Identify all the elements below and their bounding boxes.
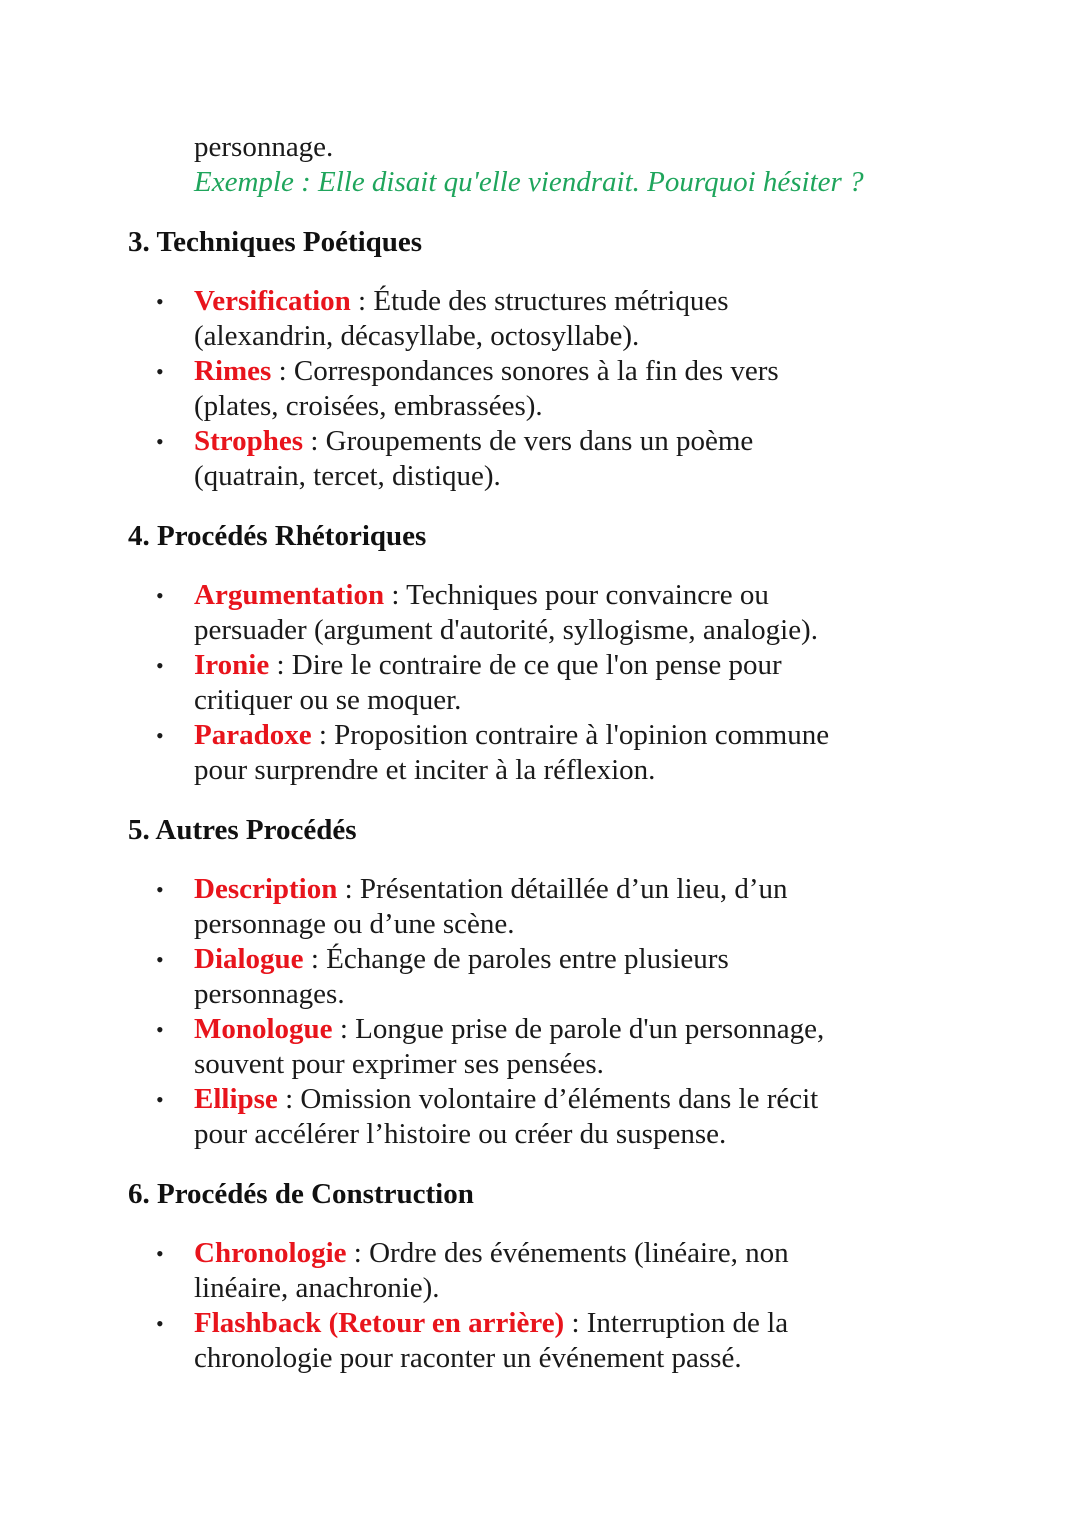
item-term: Description <box>194 873 338 905</box>
bullet-icon: • <box>156 1241 164 1266</box>
item-first-line <box>194 1012 1028 1047</box>
item-description: : Proposition contraire à l'opinion commune <box>311 719 830 751</box>
item-first-line <box>194 354 1028 389</box>
sections <box>128 225 1028 1376</box>
item-first-line <box>194 942 1028 977</box>
example-text: Exemple : Elle disait qu'elle viendrait. Pourquoi hésiter ? <box>194 166 864 198</box>
item-first-line <box>194 1306 1028 1341</box>
item-description-line: (alexandrin, décasyllabe, octosyllabe). <box>194 320 640 352</box>
item-description-line: personnages. <box>194 978 345 1010</box>
item-description-line: (plates, croisées, embrassées). <box>194 390 543 422</box>
list-item <box>128 578 1028 648</box>
item-description: : Présentation détaillée d’un lieu, d’un <box>337 873 788 905</box>
item-first-line <box>194 718 1028 753</box>
bullet-icon: • <box>156 1017 164 1042</box>
item-description-line: pour surprendre et inciter à la réflexion. <box>194 754 656 786</box>
bullet-icon: • <box>156 1087 164 1112</box>
bullet-icon: • <box>156 289 164 314</box>
item-description-line: linéaire, anachronie). <box>194 1272 440 1304</box>
bullet-icon: • <box>156 877 164 902</box>
item-description-line: souvent pour exprimer ses pensées. <box>194 1048 604 1080</box>
item-description: : Ordre des événements (linéaire, non <box>346 1237 789 1269</box>
bullet-icon: • <box>156 947 164 972</box>
list-item <box>128 1082 1028 1152</box>
item-term: Dialogue <box>194 943 304 975</box>
item-term: Rimes <box>194 355 272 387</box>
item-term: Versification <box>194 285 351 317</box>
item-description: : Groupements de vers dans un poème <box>303 425 754 457</box>
section-heading: 5. Autres Procédés <box>128 814 357 846</box>
item-description-line: (quatrain, tercet, distique). <box>194 460 501 492</box>
bullet-list <box>128 578 1028 788</box>
item-term: Flashback (Retour en arrière) <box>194 1307 565 1339</box>
bullet-list <box>128 872 1028 1152</box>
list-item <box>128 424 1028 494</box>
item-first-line <box>194 424 1028 459</box>
item-first-line <box>194 284 1028 319</box>
bullet-icon: • <box>156 1311 164 1336</box>
item-description: : Techniques pour convaincre ou <box>384 579 769 611</box>
item-term: Chronologie <box>194 1237 347 1269</box>
item-description-line: critiquer ou se moquer. <box>194 684 462 716</box>
item-description: : Correspondances sonores à la fin des vers <box>271 355 779 387</box>
section-heading: 6. Procédés de Construction <box>128 1178 474 1210</box>
section-heading: 4. Procédés Rhétoriques <box>128 520 427 552</box>
item-description: : Étude des structures métriques <box>350 285 729 317</box>
bullet-icon: • <box>156 429 164 454</box>
list-item <box>128 648 1028 718</box>
item-first-line <box>194 578 1028 613</box>
item-description-line: persuader (argument d'autorité, syllogisme, analogie). <box>194 614 818 646</box>
bullet-icon: • <box>156 359 164 384</box>
list-item <box>128 718 1028 788</box>
list-item <box>128 1012 1028 1082</box>
document-page <box>128 130 1028 1376</box>
list-item <box>128 354 1028 424</box>
item-first-line <box>194 1082 1028 1117</box>
bullet-icon: • <box>156 723 164 748</box>
bullet-icon: • <box>156 583 164 608</box>
item-description-line: personnage ou d’une scène. <box>194 908 515 940</box>
item-first-line <box>194 1236 1028 1271</box>
bullet-icon: • <box>156 653 164 678</box>
item-term: Ironie <box>194 649 270 681</box>
item-description: : Dire le contraire de ce que l'on pense pour <box>269 649 782 681</box>
list-item <box>128 942 1028 1012</box>
item-description: : Longue prise de parole d'un personnage, <box>332 1013 825 1045</box>
item-term: Ellipse <box>194 1083 278 1115</box>
item-term: Monologue <box>194 1013 333 1045</box>
list-item <box>128 284 1028 354</box>
item-description: : Interruption de la <box>564 1307 789 1339</box>
item-term: Argumentation <box>194 579 385 611</box>
intro-line: personnage. <box>194 131 334 163</box>
item-term: Paradoxe <box>194 719 312 751</box>
bullet-list <box>128 1236 1028 1376</box>
item-first-line <box>194 648 1028 683</box>
list-item <box>128 1236 1028 1306</box>
section-heading: 3. Techniques Poétiques <box>128 226 423 258</box>
item-description: : Omission volontaire d’éléments dans le récit <box>277 1083 819 1115</box>
item-description-line: pour accélérer l’histoire ou créer du suspense. <box>194 1118 727 1150</box>
item-first-line <box>194 872 1028 907</box>
bullet-list <box>128 284 1028 494</box>
item-term: Strophes <box>194 425 304 457</box>
item-description: : Échange de paroles entre plusieurs <box>303 943 729 975</box>
list-item <box>128 872 1028 942</box>
item-description-line: chronologie pour raconter un événement passé. <box>194 1342 742 1374</box>
list-item <box>128 1306 1028 1376</box>
